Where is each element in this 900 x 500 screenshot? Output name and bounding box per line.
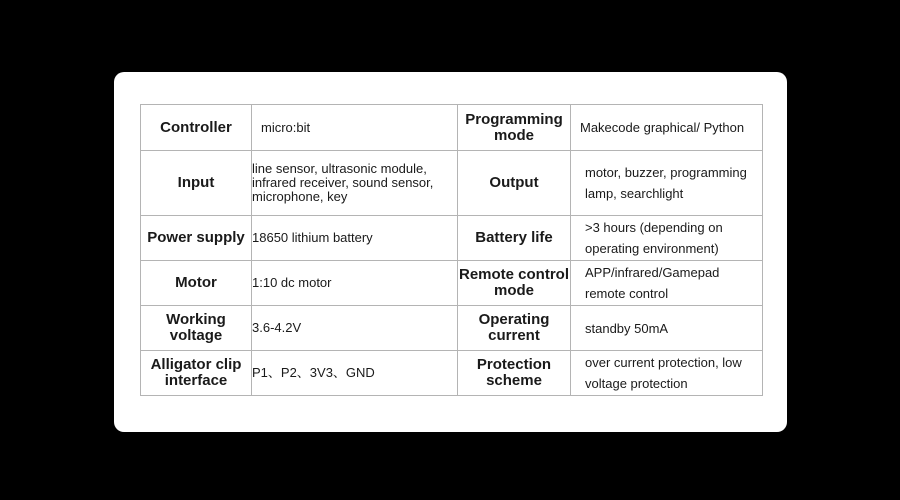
spec-label-remote-control-mode: Remote control mode (458, 261, 571, 306)
spec-value-controller: micro:bit (252, 105, 458, 151)
spec-value-operating-current: standby 50mA (571, 306, 763, 351)
spec-label-controller: Controller (141, 105, 252, 151)
spec-value-alligator-clip-interface: P1、P2、3V3、GND (252, 351, 458, 396)
spec-label-input: Input (141, 151, 252, 216)
table-row (141, 261, 763, 306)
spec-value-input: line sensor, ultrasonic module, infrared receiver, sound sensor, microphone, key (252, 151, 458, 216)
spec-label-working-voltage: Working voltage (141, 306, 252, 351)
table-row (141, 105, 763, 151)
spec-label-programming-mode: Programming mode (458, 105, 571, 151)
spec-value-power-supply: 18650 lithium battery (252, 216, 458, 261)
spec-table (140, 104, 763, 396)
spec-label-operating-current: Operating current (458, 306, 571, 351)
table-row (141, 216, 763, 261)
spec-label-output: Output (458, 151, 571, 216)
spec-label-battery-life: Battery life (458, 216, 571, 261)
spec-card (114, 72, 787, 432)
spec-label-motor: Motor (141, 261, 252, 306)
spec-label-power-supply: Power supply (141, 216, 252, 261)
spec-value-working-voltage: 3.6-4.2V (252, 306, 458, 351)
spec-value-programming-mode: Makecode graphical/ Python (571, 105, 763, 151)
table-row (141, 351, 763, 396)
spec-label-alligator-clip-interface: Alligator clip interface (141, 351, 252, 396)
spec-value-output: motor, buzzer, programming lamp, searchlight (571, 151, 763, 216)
spec-value-remote-control-mode: APP/infrared/Gamepad remote control (571, 261, 763, 306)
spec-value-motor: 1:10 dc motor (252, 261, 458, 306)
spec-value-protection-scheme: over current protection, low voltage protection (571, 351, 763, 396)
spec-value-battery-life: >3 hours (depending on operating environment) (571, 216, 763, 261)
spec-label-protection-scheme: Protection scheme (458, 351, 571, 396)
table-row (141, 306, 763, 351)
table-row (141, 151, 763, 216)
